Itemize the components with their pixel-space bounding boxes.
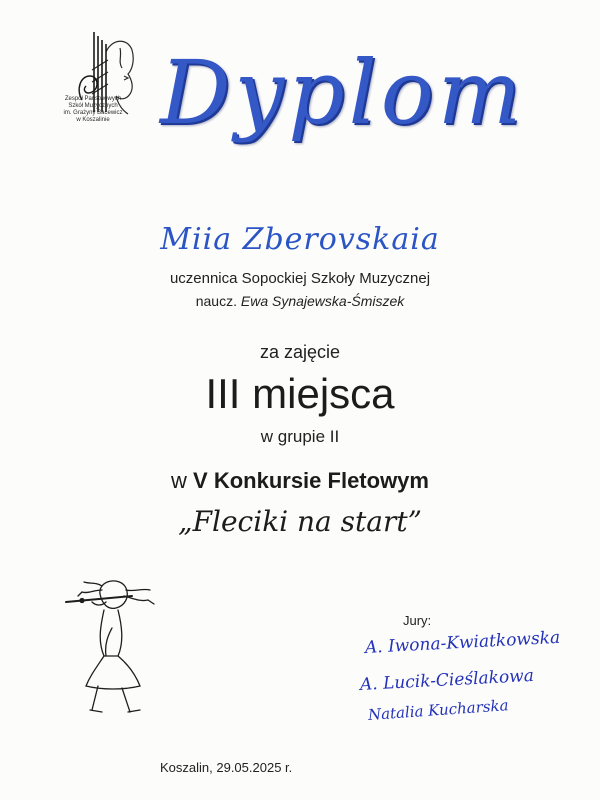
diploma-title: Dyplom [160, 41, 526, 144]
contest-name: V Konkursie Fletowym [193, 468, 429, 493]
award-place: III miejsca [205, 370, 395, 417]
school-name-line: im. Grażyny Bacewicz [63, 110, 123, 116]
contest-prefix: w [171, 468, 187, 493]
contest-line [0, 468, 600, 494]
recipient-school: uczennica Sopockiej Szkoły Muzycznej [169, 270, 431, 287]
place-date: Koszalin, 29.05.2025 r. [160, 760, 293, 775]
school-name-line: w Koszalinie [76, 117, 110, 123]
teacher-line [0, 292, 600, 310]
award-for: za zajęcie [259, 342, 341, 362]
jury-label: Jury: [403, 613, 432, 628]
school-name [48, 96, 138, 124]
jury-signature: A. Lucik-Cieślakowa [359, 665, 535, 695]
recipient-name: Miia Zberovskaia [160, 222, 440, 257]
jury-signature: A. Iwona-Kwiatkowska [364, 627, 561, 658]
teacher-prefix: naucz. [195, 293, 237, 309]
contest-motto: „Fleciki na start” [178, 505, 422, 538]
flute-girl-illustration-icon [62, 572, 172, 722]
jury-signature: Natalia Kucharska [367, 696, 510, 724]
award-group: w grupie II [260, 427, 340, 446]
school-name-line: Zespół Państwowych [64, 96, 122, 102]
school-name-line: Szkół Muzycznych [68, 103, 118, 109]
teacher-name: Ewa Synajewska-Śmiszek [240, 293, 405, 309]
